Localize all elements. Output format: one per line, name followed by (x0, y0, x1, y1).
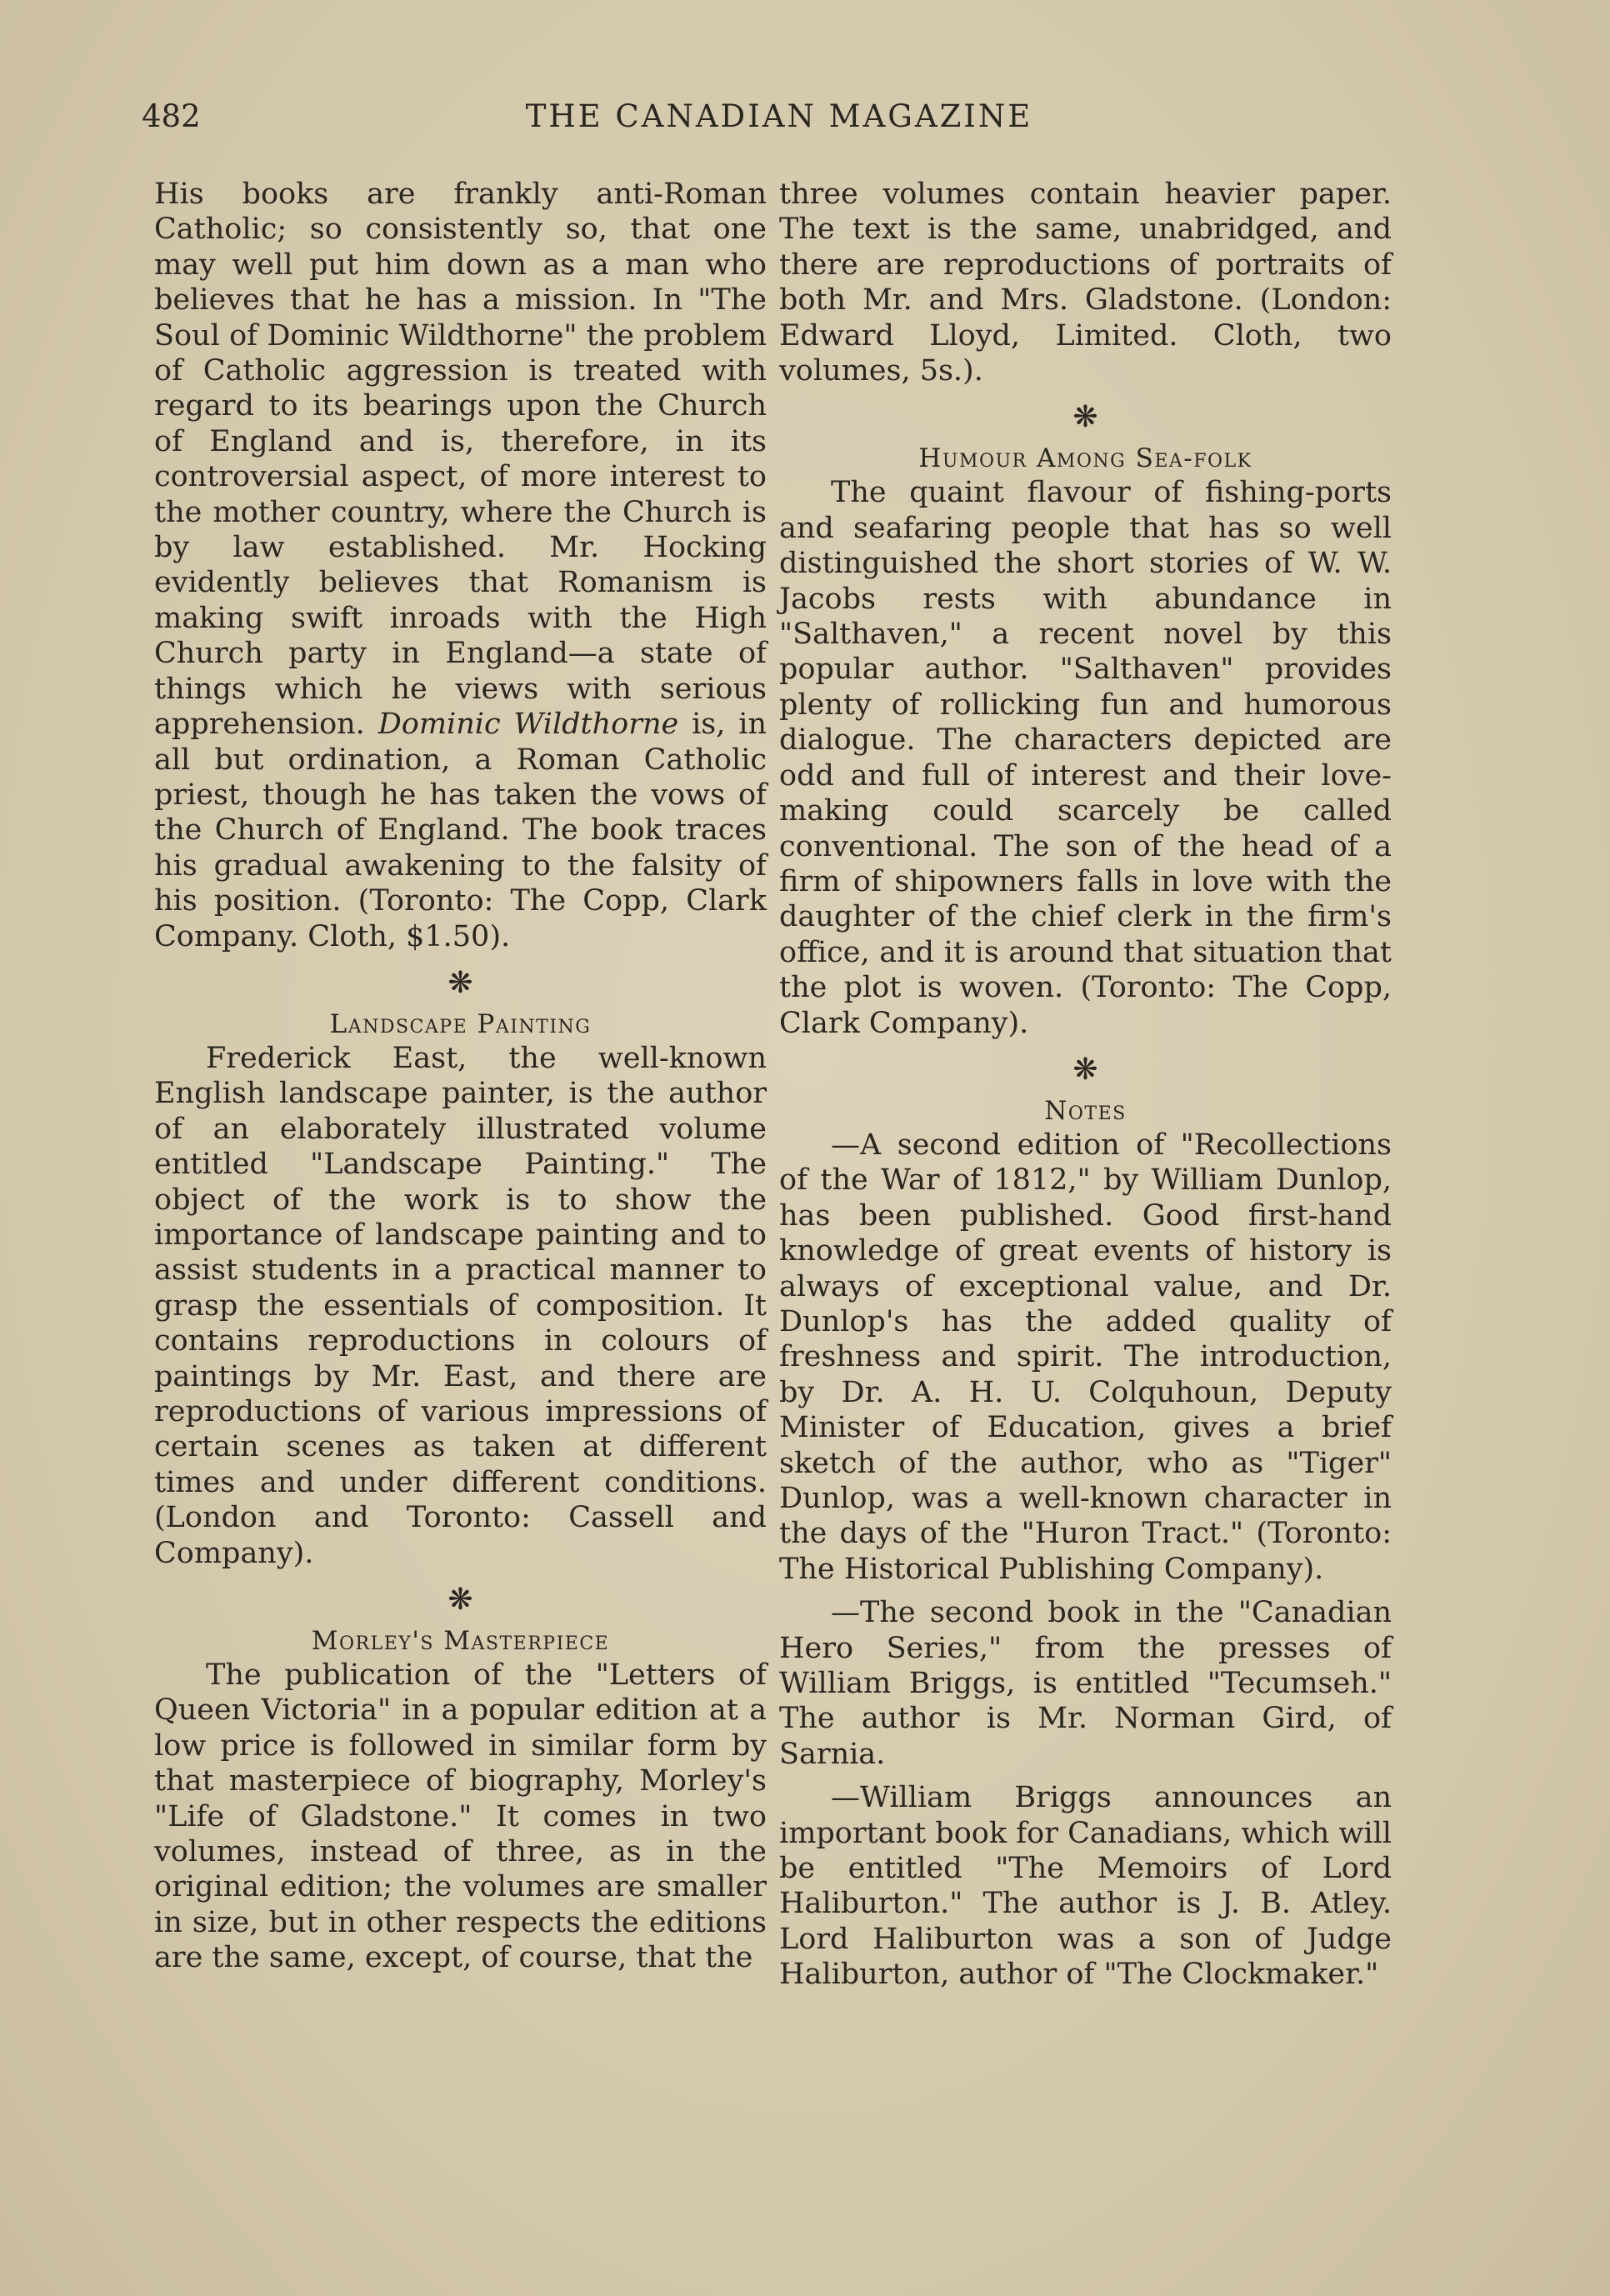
section-heading-landscape-painting: Landscape Painting (329, 1008, 592, 1039)
note-paragraph-haliburton: —William Briggs announces an important book for Canadians, which will be entitled "The Memoirs of Lord Haliburton." The author is J. B. Atley. Lord Haliburton was a son of Judge Haliburton, author of "The Clockmaker." (779, 1781, 1392, 1992)
section-heading-notes: Notes (1044, 1095, 1127, 1126)
page-header (142, 98, 1417, 148)
section-divider-ornament: ❋ (448, 965, 473, 1000)
review-text-hocking-rest: is, in all but ordination, a Roman Catholic priest, though he has taken the vows of the Church of England. The book traces his gradual awakening to the falsity of his position. (Toronto: The Copp, Clark Company. Cloth, $1.50). (154, 708, 767, 953)
review-paragraph-morley-continued: three volumes contain heavier paper. The text is the same, unabridged, and there are reproductions of portraits of both Mr. and Mrs. Gladstone. (London: Edward Lloyd, Limited. Cloth, two volumes, 5s.). (779, 178, 1392, 388)
note-paragraph-tecumseh: —The second book in the "Canadian Hero Series," from the presses of William Briggs, is entitled "Tecumseh." The author is Mr. Norman Gird, of Sarnia. (779, 1596, 1392, 1771)
section-divider-ornament: ❋ (1072, 400, 1098, 435)
review-paragraph-hocking (154, 177, 767, 954)
review-paragraph-morley: The publication of the "Letters of Queen Victoria" in a popular edition at a low price is followed in similar form by that masterpiece of biography, Morley's "Life of Gladstone." It comes in two volumes, instead of three, as in the original edition; the volumes are smaller in size, but in other respects the editions are the same, except, of course, that the (154, 1658, 767, 1975)
italic-book-title: Dominic Wildthorne (378, 708, 679, 742)
section-divider-ornament: ❋ (448, 1583, 473, 1618)
section-divider-ornament: ❋ (1072, 1052, 1098, 1087)
right-column (779, 177, 1392, 1993)
page-number: 482 (142, 98, 201, 134)
review-text-hocking: His books are frankly anti-Roman Catholic; so consistently so, that one may well put him down as a man who believes that he has a mission. In "The Soul of Dominic Wildthorne" the problem of Catholic aggression is treated with regard to its bearings upon the Church of England and is, therefore, in its controversial aspect, of more interest to the mother country, where the Church is by law established. Mr. Hocking evidently believes that Romanism is making swift inroads with the High Church party in England—a state of things which he views with serious apprehension. (154, 178, 767, 742)
left-column (154, 177, 767, 1976)
note-paragraph-dunlop: —A second edition of "Recollections of the War of 1812," by William Dunlop, has been published. Good first-hand knowledge of great events of history is always of exceptional value, and Dr. Dunlop's has the added quality of freshness and spirit. The introduction, by Dr. A. H. U. Colquhoun, Deputy Minister of Education, gives a brief sketch of the author, who as "Tiger" Dunlop, was a well-known character in the days of the "Huron Tract." (Toronto: The Historical Publishing Company). (779, 1128, 1392, 1586)
running-head: THE CANADIAN MAGAZINE (525, 98, 1033, 134)
section-heading-humour-among-sea-folk: Humour Among Sea-folk (918, 443, 1252, 474)
review-paragraph-landscape-painting: Frederick East, the well-known English landscape painter, is the author of an elaborately illustrated volume entitled "Landscape Painting." The object of the work is to show the importance of landscape painting and to assist students in a practical manner to grasp the essentials of composition. It contains reproductions in colours of paintings by Mr. East, and there are reproductions of various impressions of certain scenes as taken at different times and under different conditions. (London and Toronto: Cassell and Company). (154, 1041, 767, 1570)
section-heading-morleys-masterpiece: Morley's Masterpiece (311, 1626, 610, 1657)
review-paragraph-salthaven: The quaint flavour of fishing-ports and seafaring people that has so well distinguished the short stories of W. W. Jacobs rests with abundance in "Salthaven," a recent novel by this popular author. "Salthaven" provides plenty of rollicking fun and humorous dialogue. The characters depicted are odd and full of interest and their love-making could scarcely be called conventional. The son of the head of a firm of shipowners falls in love with the daughter of the chief clerk in the firm's office, and it is around that situation that the plot is woven. (Toronto: The Copp, Clark Company). (779, 476, 1392, 1040)
